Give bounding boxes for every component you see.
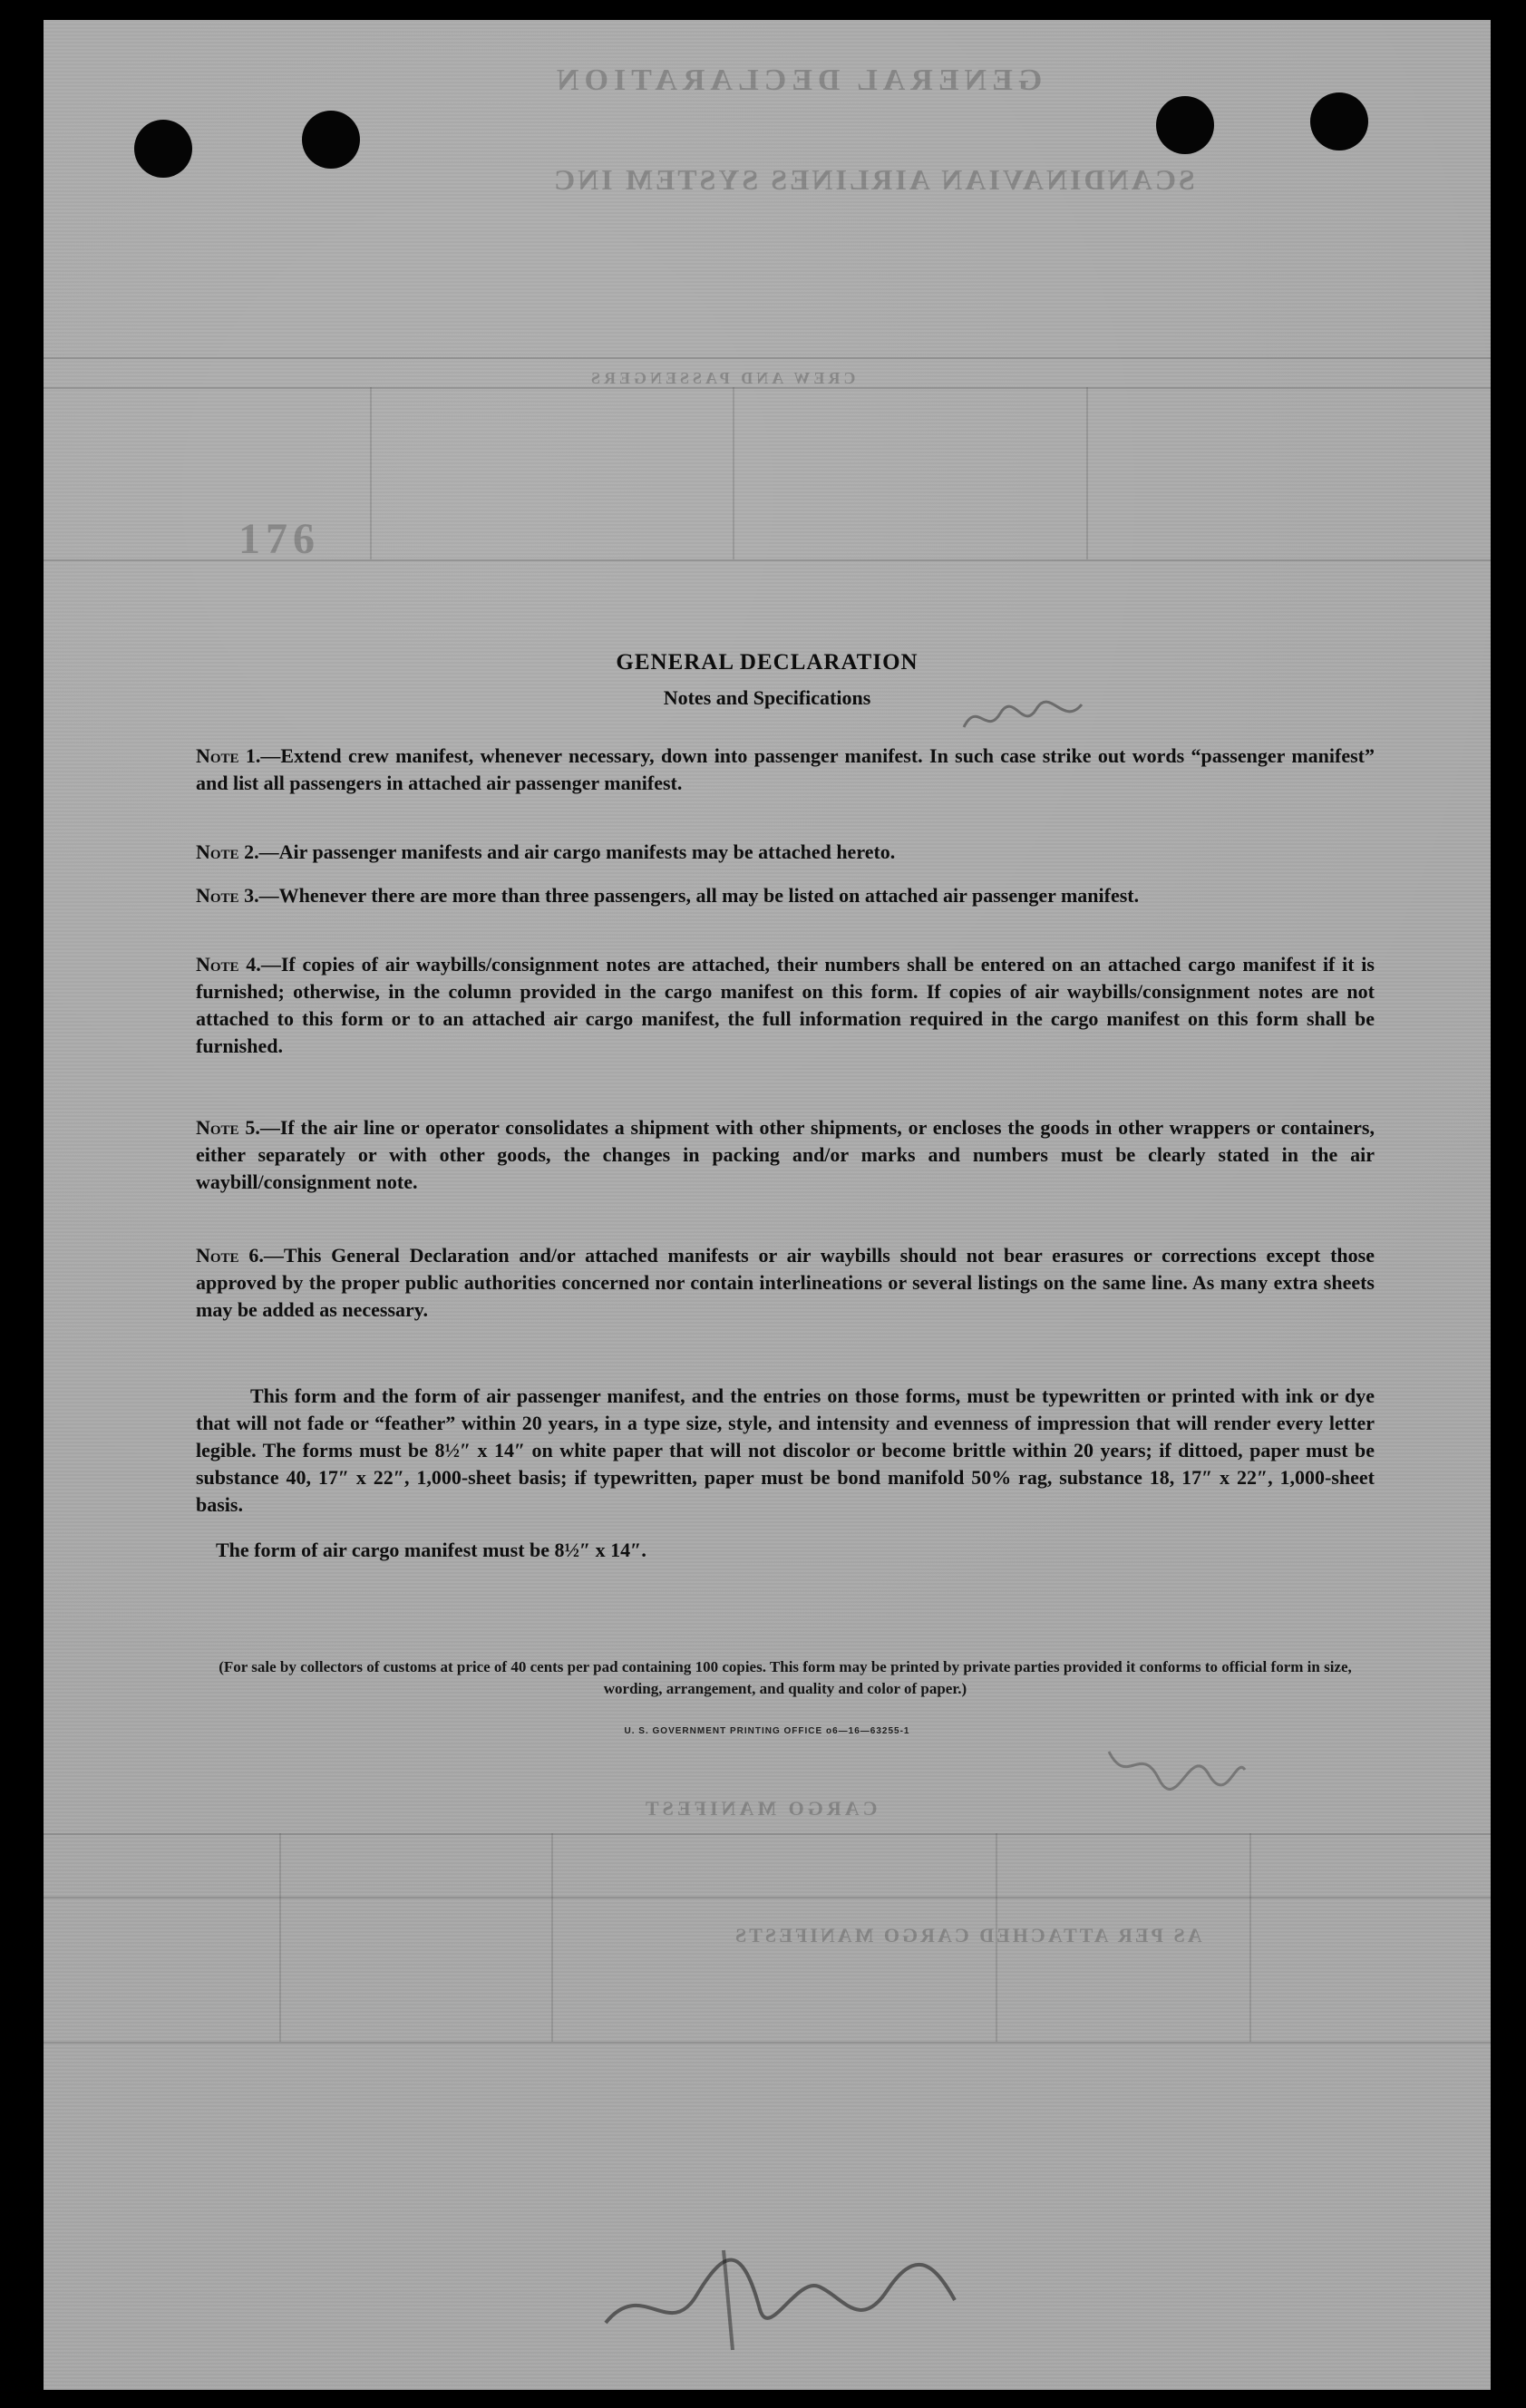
note-5 (196, 1114, 1375, 1196)
bleed-through-vrule (1086, 387, 1088, 559)
form-specification-paragraph: This form and the form of air passenger manifest, and the entries on those forms, must be typewritten or printed with ink or dye that will not fade or “feather” within 20 years, in a type size, style, and intensity and evenness of impression that will render every letter legible. The forms must be 8½″ x 14″ on white paper that will not discolor or become brittle within 20 years; if dittoed, paper must be substance 40, 17″ x 22″, 1,000-sheet basis; if typewritten, paper must be bond manifold 50% rag, substance 18, 17″ x 22″, 1,000-sheet basis. (196, 1384, 1375, 1516)
note-text: —If copies of air waybills/consignment notes are attached, their numbers shall be entered on an attached cargo manifest if it is furnished; otherwise, in the column provided in the cargo manifest on this form. If copies of air waybills/consignment notes are not attached to this form or to an attached air cargo manifest, the full information required in the cargo manifest on this form shall be furnished. (196, 953, 1375, 1057)
note-text: —Extend crew manifest, whenever necessary, down into passenger manifest. In such case strike out words “passenger manifest” and list all passengers in attached air passenger manifest. (196, 744, 1375, 794)
bleed-through-vrule (1249, 1833, 1251, 2042)
bleed-through-vrule (279, 1833, 281, 2042)
bleed-through-rule (44, 559, 1491, 561)
page-subtitle: Notes and Specifications (663, 686, 871, 709)
bleed-through-vrule (370, 387, 372, 559)
note-label: Note 1. (196, 744, 261, 767)
note-label: Note 2. (196, 840, 259, 863)
note-text: —Air passenger manifests and air cargo manifests may be attached hereto. (258, 840, 896, 863)
signature (588, 2223, 968, 2359)
punch-hole-right-2 (1310, 92, 1368, 150)
note-label: Note 3. (196, 884, 259, 907)
bleed-through-rule (44, 357, 1491, 359)
note-label: Note 6. (196, 1244, 264, 1267)
note-text: —If the air line or operator consolidates a shipment with other shipments, or encloses the goods in other wrappers or containers, either separately or with other goods, the changes in packing and/or marks and numbers must be clearly stated in the air waybill/consignment note. (196, 1116, 1375, 1193)
note-3 (196, 882, 1375, 909)
document-page (44, 20, 1491, 2390)
bleed-through-vrule (996, 1833, 997, 2042)
bleed-through-vrule (551, 1833, 553, 2042)
punch-hole-left-2 (302, 111, 360, 169)
note-4 (196, 951, 1375, 1060)
bleed-through-stamped-number: 176 (238, 515, 320, 563)
page-title: GENERAL DECLARATION (616, 650, 919, 675)
bleed-through-rule (44, 1897, 1491, 1898)
bleed-through-rule (44, 1833, 1491, 1835)
note-text: —This General Declaration and/or attached manifests or air waybills should not bear erasures or corrections except those approved by the proper public authorities concerned nor contain interlineations or several listings on the same line. As many extra sheets may be added as necessary. (196, 1244, 1375, 1321)
note-6 (196, 1242, 1375, 1324)
bleed-through-vrule (733, 387, 734, 559)
sale-notice: (For sale by collectors of customs at price of 40 cents per pad containing 100 copies. This form may be printed by private parties provided it conforms to official form in size, wording, arrangement, and quality and color of paper.) (219, 1658, 1352, 1697)
bleed-through-crew-heading: CREW AND PASSENGERS (588, 369, 856, 387)
note-label: Note 5. (196, 1116, 260, 1139)
handwritten-mark-middle (1104, 1733, 1249, 1797)
bleed-through-header: GENERAL DECLARATION (551, 63, 1043, 97)
bleed-through-airline: SCANDINAVIAN AIRLINES SYSTEM INC (551, 163, 1195, 196)
bleed-through-cargo-attached: AS PER ATTACHED CARGO MANIFESTS (733, 1924, 1202, 1947)
punch-hole-right-1 (1156, 96, 1214, 154)
bleed-through-rule (44, 387, 1491, 389)
printer-line: U. S. GOVERNMENT PRINTING OFFICE o6—16—63255-1 (624, 1726, 910, 1736)
punch-hole-left-1 (134, 120, 192, 178)
cargo-manifest-size-line: The form of air cargo manifest must be 8½″ x 14″. (216, 1539, 646, 1561)
bleed-through-cargo-heading: CARGO MANIFEST (642, 1797, 878, 1820)
note-text: —Whenever there are more than three passengers, all may be listed on attached air passenger manifest. (258, 884, 1140, 907)
bleed-through-rule (44, 2042, 1491, 2044)
note-2 (196, 839, 1375, 866)
note-label: Note 4. (196, 953, 261, 976)
note-1 (196, 743, 1375, 797)
handwritten-mark-top (959, 691, 1086, 745)
